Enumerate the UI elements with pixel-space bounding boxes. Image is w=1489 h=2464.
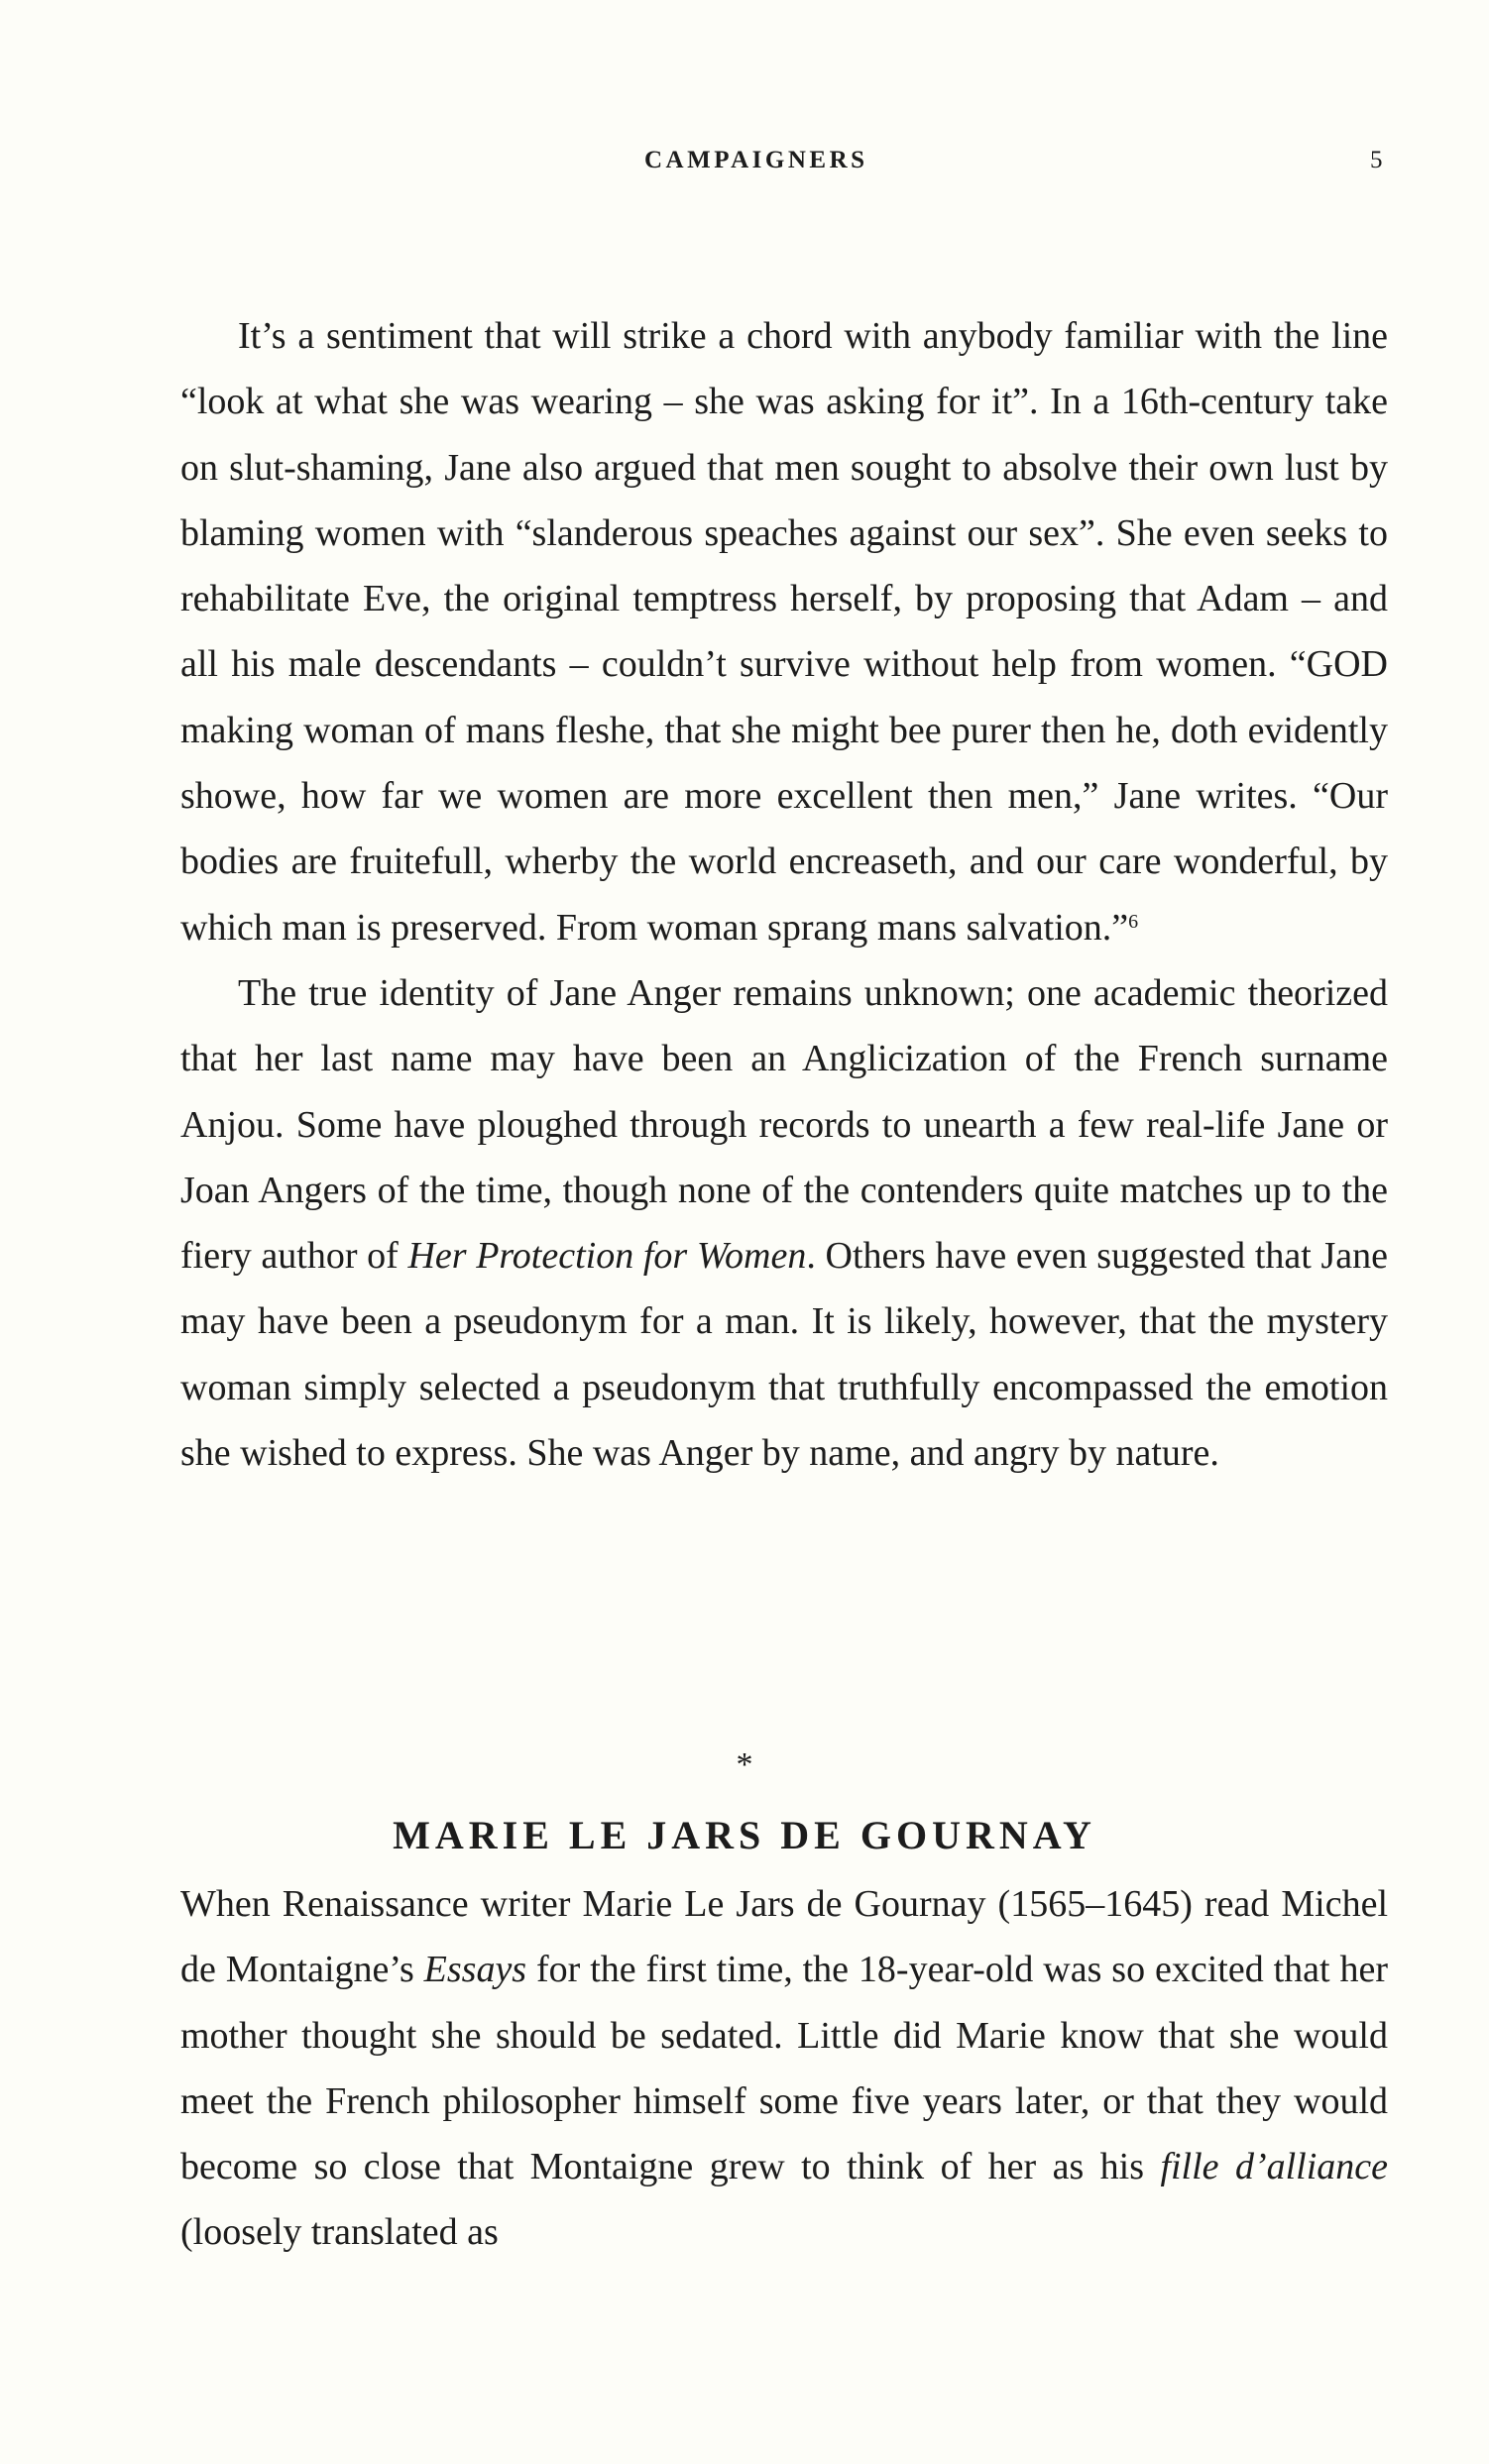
paragraph-gournay-text-1: When Renaissance writer Marie Le Jars de Gournay (1565–1645) read Michel de Montaigne’s [180,1883,1388,1991]
paragraph-true-identity-text-1: The true identity of Jane Anger remains unknown; one academic theorized that her last name may have been an Anglicization of the French surname Anjou. Some have ploughed through records to unearth a few real-life Jane or Joan Angers of the time, though none of the contenders quite matches up to the fiery author of [180,971,1388,1278]
section-jane-anger-body [180,303,1388,1486]
page-number: 5 [1370,147,1383,173]
book-title-essays: Essays [423,1949,527,1991]
paragraph-gournay-text-2: for the first time, the 18-year-old was so excited that her mother thought she should be sedated. Little did Marie know that she would meet the French philosopher himself some five years later, or that they would become so close that Montaigne grew to think of her as his [180,1949,1388,2188]
paragraph-sentiment-text: It’s a sentiment that will strike a chord with anybody familiar with the line “look at what she was wearing – she was asking for it”. In a 16th-century take on slut-shaming, Jane also argued that men sought to absolve their own lust by blaming women with “slanderous speaches against our sex”. She even seeks to rehabilitate Eve, the original temptress herself, by proposing that Adam – and all his male descendants – couldn’t survive without help from women. “GOD making woman of mans fleshe, that she might bee purer then he, doth evidently showe, how far we women are more excellent then men,” Jane writes. “Our bodies are fruitefull, wherby the world encreaseth, and our care wonderful, by which man is preserved. From woman sprang mans salvation.” [180,315,1388,949]
paragraph-sentiment [180,303,1388,960]
running-head: CAMPAIGNERS [644,147,868,173]
paragraph-gournay-text-3: (loosely translated as [180,2211,499,2254]
book-title-her-protection: Her Protection for Women [407,1235,807,1278]
paragraph-gournay [180,1871,1388,2266]
paragraph-true-identity [180,960,1388,1486]
section-gournay-body [180,1871,1388,2266]
phrase-fille-dalliance: fille d’alliance [1160,2146,1389,2188]
section-separator: * [736,1746,753,1783]
paragraph-true-identity-text-2: . Others have even suggested that Jane may have been a pseudonym for a man. It is likely, however, that the mystery woman simply selected a pseudonym that truthfully encompassed the emotion she wished to express. She was Anger by name, and angry by nature. [180,1235,1388,1475]
footnote-marker: 6 [1128,910,1139,933]
section-heading: MARIE LE JARS DE GOURNAY [393,1813,1096,1857]
